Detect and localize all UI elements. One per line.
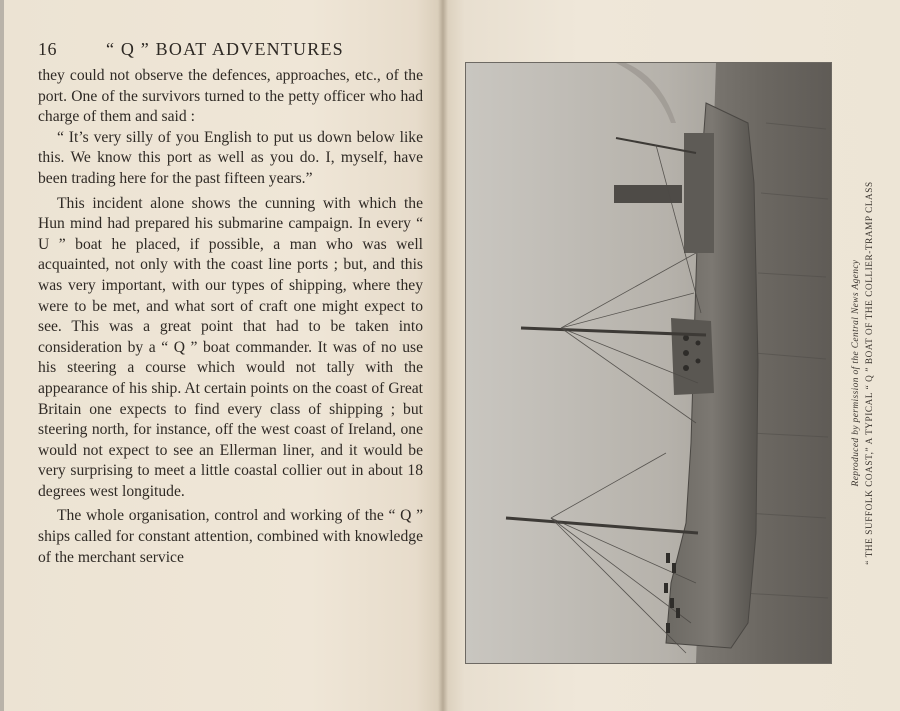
book-gutter [438,0,448,711]
page-number: 16 [38,39,57,59]
photo-caption [842,158,876,588]
ship-funnel [614,185,682,203]
caption-title: “ THE SUFFOLK COAST,” A TYPICAL “ Q ” BOAT OF THE COLLIER-TRAMP CLASS [864,181,874,565]
paragraph-4: The whole organisation, control and working of the “ Q ” ships called for constant attention, combined with knowledge of the merchant service [38,507,423,566]
caption-credit: Reproduced by permission of the Central News Agency [851,259,861,487]
ship-photo-illustration [466,63,831,663]
body-text [38,66,423,568]
ship-photograph [466,63,831,663]
paragraph-3: This incident alone shows the cunning with which the Hun mind had prepared his submarine campaign. In every “ U ” boat he placed, if possible, a man who was well acquainted, not only with the coast line ports ; but, and this was very important, with our types of shipping, where they were to be met, and what sort of craft one might expect to see. This was a great point that had to be taken into consideration by a “ Q ” boat commander. It was of no use his steering a course which would not tally with the appearance of his ship. At certain points on the coast of Great Britain one expects to find every class of shipping ; but steering north, for instance, off the west coast of Ireland, one would not expect to see an Ellerman liner, and it would be very surprising to meet a little coastal collier out in about 18 degrees west longitude. [38,194,423,500]
ship-deckhouse [671,318,714,395]
paragraph-1: they could not observe the defences, approaches, etc., of the port. One of the survivors turned to the petty officer who had charge of them and said : [38,67,423,126]
running-title: “ Q ” BOAT ADVENTURES [106,39,344,59]
paragraph-2: “ It’s very silly of you English to put us down below like this. We know this port as well as you do. I, myself, have been trading here for the past fifteen years.” [38,128,423,187]
